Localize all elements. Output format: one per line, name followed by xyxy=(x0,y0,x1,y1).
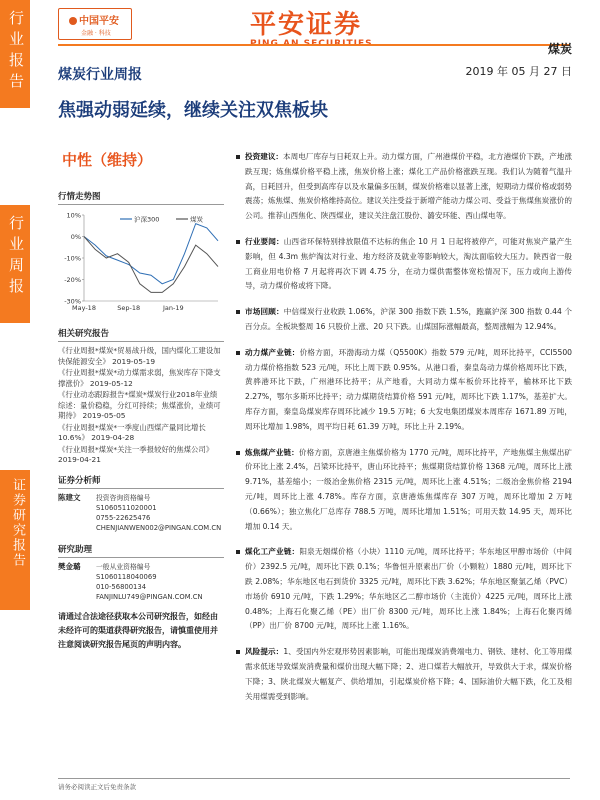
logo-cn-text: 平安证券 xyxy=(250,10,363,40)
chart-series-line xyxy=(84,237,218,293)
chart-y-tick-label: -10% xyxy=(64,254,81,263)
side-tab xyxy=(0,0,30,800)
related-heading: 相关研究报告 xyxy=(58,327,224,342)
side-tab-label: 证券研究报告 xyxy=(10,478,25,568)
paragraph-lead: 市场回顾： xyxy=(245,307,284,317)
paragraph-lead: 煤化工产业链： xyxy=(245,547,300,557)
paragraph-body: 价格方面，京唐港主焦煤价格为 1770 元/吨，周环比持平，产地焦煤主焦煤出矿价环比上涨 2.4%，吕梁环比持平，唐山环比持平；焦煤期货结算价格 1368 元/吨，周环比上涨 9.71%，基差缩小；一级冶金焦价格 2315 元/吨，周环比上涨 4.51%；二级冶金焦价格 2194 元/吨，周环比上涨 4.78%。库存方面，京唐港炼焦煤库存 307 万吨，周环比增加 2 万吨（0.66%）；独立焦化厂总库存 788.5 万吨，周环比增加 1.51%；可用天数 14.95 天，周环比增加 0.14 天。 xyxy=(245,447,573,531)
paragraph-market-review xyxy=(236,305,572,335)
paragraph-lead: 风险提示： xyxy=(245,647,284,657)
chart-x-tick-label: Sep-18 xyxy=(117,304,141,312)
paragraph-lead: 炼焦煤产业链： xyxy=(245,447,299,457)
assistant-heading: 研究助理 xyxy=(58,543,224,558)
header-divider xyxy=(58,44,570,46)
related-reports-list xyxy=(58,346,224,466)
analyst-heading: 证券分析师 xyxy=(58,474,224,489)
assistant-info-line: 010-56800134 xyxy=(96,582,147,591)
market-trend-chart xyxy=(58,209,224,319)
paragraph-body: 1、受国内外宏观形势因素影响，可能出现煤炭消费端电力、钢铁、建材、化工等用煤需求低迷导致煤炭消费量和煤价出现大幅下降；2、进口煤若大幅放开，导致供大于求，煤炭价格下降；3、陕北煤炭大幅复产、供给增加，引起煤炭价格下降；4、国际油价大幅下跌，化工及相关用煤需受到影响。 xyxy=(245,647,573,701)
ping-an-group-logo xyxy=(58,8,132,40)
paragraph-coking-coal xyxy=(236,446,572,535)
chart-y-tick-label: -20% xyxy=(64,276,81,284)
analyst-info-line: 投资咨询资格编号 xyxy=(96,493,151,502)
chart-x-tick-label: Jan-19 xyxy=(163,304,184,312)
bullet-square-icon xyxy=(236,351,240,355)
paragraph-body: 中信煤炭行业收跌 1.06%，沪深 300 指数下跌 1.5%，跑赢沪深 300 指数 0.44 个百分点。全板块整周 16 只股价上涨、20 只下跌。山煤国际涨幅最高，整周涨幅为 12.94%。 xyxy=(245,307,572,331)
paragraph-body: 价格方面，环渤海动力煤（Q5500K）指数 579 元/吨，周环比持平，CCI5500 动力煤价格指数 523 元/吨，环比上周下跌 0.95%。从港口看，秦皇岛动力煤价格周环比下跌，黄骅港环比下跌，广州港环比持平；从产地看，大同动力煤车板价环比持平，榆林环比下跌 2.27%，鄂尔多斯环比持平；动力煤期货结算价格 591 元/吨，周环比下跌 1.17%，基差扩大。库存方面，秦皇岛煤炭库存周环比减少 19.5 万吨；6 大发电集团煤炭本周库存 1671.89 万吨，周环比增加 1.98%，周平均日耗 61.39 万吨，环比上升 2.19%。 xyxy=(245,347,572,431)
chart-svg xyxy=(58,209,224,319)
side-tab-label: 行业报告 xyxy=(7,10,25,94)
paragraph-risk-warning xyxy=(236,645,572,704)
paragraph-body: 阳泉无烟煤价格（小块）1110 元/吨，周环比持平；华东地区甲醇市场价（中间价）2392.5 元/吨，周环比下跌 0.1%；华鲁恒升原素出厂价（小颗粒）1880 元/吨，周环比下跌 2.08%；华东地区电石到货价 3325 元/吨，周环比下跌 3.62%；华东地区聚氯乙烯（PVC）市场价 6910 元/吨，下跌 1.29%；华东地区乙二醇市场价（主流价）4225 元/吨，周环比上涨 0.48%；上海石化聚乙烯（PE）出厂价 8300 元/吨，周环比上涨 1.84%；上海石化聚丙烯（PP）出厂价 8700 元/吨，周环比上涨 1.16%。 xyxy=(245,547,573,631)
chart-legend-label: 沪深300 xyxy=(134,215,160,224)
rating-label: 中性（维持） xyxy=(62,151,153,169)
related-report-item[interactable]: 《行业周报*煤炭*动力煤需求弱，焦炭库存下降支撑涨价》 2019-05-12 xyxy=(58,368,221,388)
bullet-square-icon xyxy=(236,155,240,159)
side-tab-label: 行业周报 xyxy=(7,215,25,299)
assistant-info-line: 一般从业资格编号 xyxy=(96,562,151,571)
ping-an-securities-logo xyxy=(250,4,373,49)
assistant-name: 樊金璐 xyxy=(58,561,81,571)
report-date: 2019 年 05 月 27 日 xyxy=(465,65,572,78)
analyst-email[interactable]: CHENJIANWEN002@PINGAN.COM.CN xyxy=(96,523,222,532)
chart-heading: 行情走势图 xyxy=(58,190,224,205)
logo-left-text: 中国平安 xyxy=(79,16,119,27)
assistant-entry xyxy=(58,562,224,602)
right-column xyxy=(236,150,572,715)
logo-mark-icon xyxy=(69,17,77,25)
side-tab-research-report xyxy=(0,470,30,610)
assistant-info xyxy=(96,562,224,602)
disclaimer-text: 请通过合法途径获取本公司研究报告，如经由未经许可的渠道获得研究报告，请慎重使用并注意阅读研究报告尾页的声明内容。 xyxy=(58,611,218,649)
industry-tag: 煤炭 xyxy=(547,42,572,56)
side-tab-report-category xyxy=(0,0,30,108)
bullet-square-icon xyxy=(236,451,240,455)
bullet-square-icon xyxy=(236,240,240,244)
footer-divider xyxy=(58,778,570,779)
paragraph-body: 山西省环保特别排放限值不达标的焦企 10 月 1 日起将被停产，可能对焦炭产量产生影响，但 4.3m 焦炉淘汰对行业、地方经济及就业等影响较大，淘汰面临较大压力。陕西省一般工商业用电价格 7 月起将再次下调 4.75 分，在动力煤供需整体宽松情况下，压力或向上游传导，动力煤价格或将下降。 xyxy=(245,236,572,291)
paragraph-industry-news xyxy=(236,235,572,294)
chart-x-tick-label: May-18 xyxy=(72,304,96,312)
bullet-square-icon xyxy=(236,650,240,654)
related-report-item[interactable]: 《行业动态跟踪报告*煤炭*煤炭行业2018年业绩综述：量价稳稳，分红可持续；焦煤涨价，业绩可期待》 2019-05-05 xyxy=(58,390,221,420)
chart-y-tick-label: -30% xyxy=(64,297,81,306)
side-tab-report-type xyxy=(0,205,30,323)
paragraph-lead: 动力煤产业链： xyxy=(245,347,300,357)
analyst-name: 陈建文 xyxy=(58,492,81,502)
logo-left-subtitle: 金融 · 科技 xyxy=(81,30,111,37)
related-report-item[interactable]: 《行业周报*煤炭*贸易战升级，国内煤化工建设加快保能源安全》 2019-05-19 xyxy=(58,346,221,366)
related-report-item[interactable]: 《行业周报*煤炭*关注一季报较好的焦煤公司》 2019-04-21 xyxy=(58,444,214,464)
bullet-square-icon xyxy=(236,310,240,314)
related-report-item[interactable]: 《行业周报*煤炭*一季度山西煤产量同比增长10.6%》 2019-04-28 xyxy=(58,422,206,442)
analyst-info xyxy=(96,493,224,533)
assistant-email[interactable]: FANJINLU749@PINGAN.COM.CN xyxy=(96,592,203,601)
paragraph-lead: 投资建议： xyxy=(245,152,284,161)
paragraph-coal-chemical xyxy=(236,545,572,634)
chart-series-line xyxy=(84,224,218,284)
paragraph-investment-advice xyxy=(236,150,572,224)
analyst-info-line: S1060511020001 xyxy=(96,503,157,512)
footer-text: 请务必阅读正文后免责条款 xyxy=(58,783,136,791)
assistant-info-line: S1060118040069 xyxy=(96,572,157,581)
report-title: 焦强动弱延续，继续关注双焦板块 xyxy=(58,100,328,121)
chart-legend-label: 煤炭 xyxy=(190,215,203,224)
paragraph-lead: 行业要闻： xyxy=(245,236,284,246)
report-type: 煤炭行业周报 xyxy=(58,67,142,83)
bullet-square-icon xyxy=(236,550,240,554)
left-column xyxy=(58,190,224,652)
paragraph-thermal-coal xyxy=(236,346,572,435)
paragraph-body: 本周电厂库存与日耗双上升。动力煤方面，广州港煤价平稳，北方港煤价下跌，产地涨跌互现；炼焦煤价格平稳上涨，焦炭价格上涨；煤化工产品价格涨跌互现。我们认为随着气温升高，日耗回升，但受到高库存以及水量偏多压制，煤炭价格难以显著上涨，短期动力煤价格或弱势震荡；炼焦煤、焦炭价格维持高位。建议关注受益于新增产能动力煤公司、受益于焦煤焦炭涨价的公司。推荐山西焦化、陕西煤业，建议关注盘江股份、潞安环能、西山煤电等。 xyxy=(245,152,573,221)
analyst-entry xyxy=(58,493,224,533)
chart-y-tick-label: 10% xyxy=(66,211,81,220)
analyst-info-line: 0755-22625476 xyxy=(96,513,151,522)
chart-y-tick-label: 0% xyxy=(70,233,81,241)
